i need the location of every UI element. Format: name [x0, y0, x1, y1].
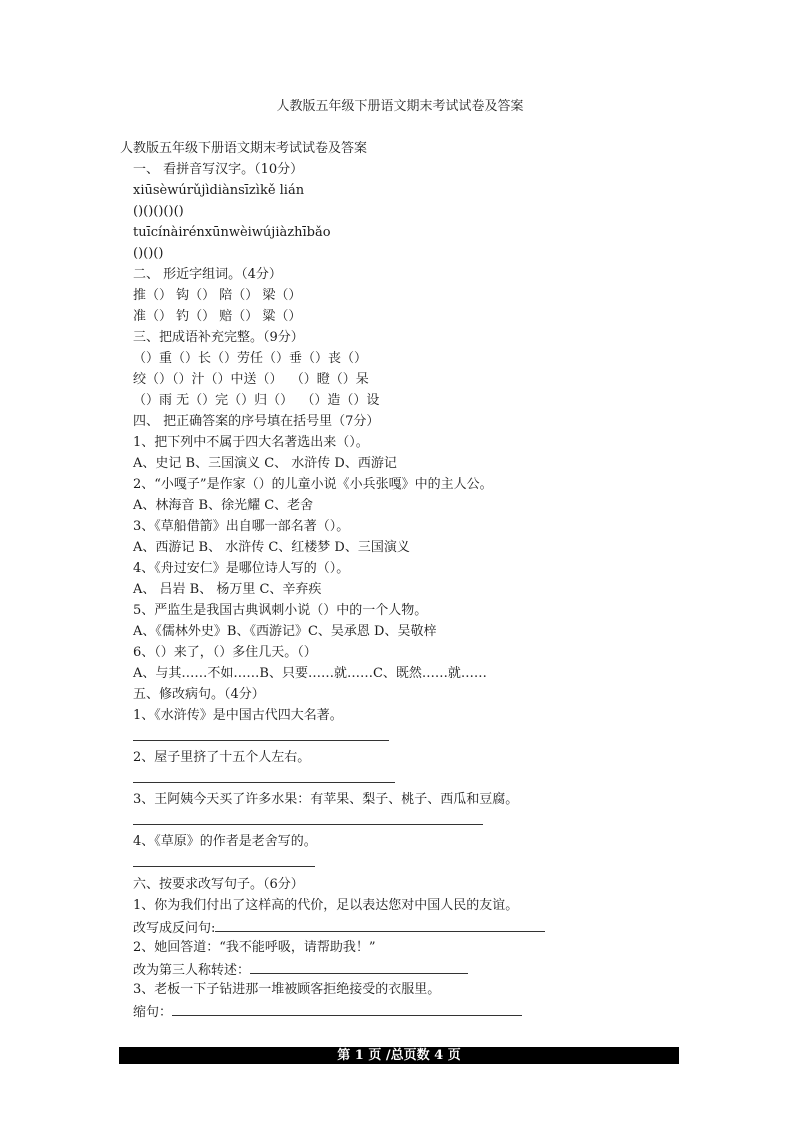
similar-chars-row-1: 推（） 钩（） 陪（） 梁（） [133, 288, 302, 303]
sentence-6-3: 3、老板一下子钻进那一堆被顾客拒绝接受的衣服里。 [133, 982, 441, 997]
options-4-1: A、史记 B、三国演义 C、 水浒传 D、西游记 [133, 456, 397, 471]
question-4-1: 1、把下列中不属于四大名著选出来（）。 [133, 435, 369, 450]
idiom-row-2: 绞（）（）汁（）中送（） （）瞪（）呆 [133, 372, 369, 387]
similar-chars-row-2: 准（） 钓（） 赔（） 粱（） [133, 309, 302, 324]
sentence-6-1: 1、你为我们付出了这样高的代价，足以表达您对中国人民的友谊。 [133, 898, 519, 913]
answer-brackets-1: ()()()()() [133, 204, 184, 219]
page-header-title: 人教版五年级下册语文期末考试试卷及答案 [276, 99, 524, 114]
sentence-5-2: 2、屋子里挤了十五个人左右。 [133, 750, 311, 765]
section-4-heading: 四、 把正确答案的序号填在括号里（7分） [133, 414, 380, 429]
options-4-3: A、西游记 B、 水浒传 C、红楼梦 D、三国演义 [133, 540, 410, 555]
idiom-row-3: （）雨 无（）完（）归（） （）造（）设 [133, 393, 380, 408]
sentence-5-1: 1、《水浒传》是中国古代四大名著。 [133, 708, 343, 723]
instruction-6-2: 改为第三人称转述： [133, 961, 468, 977]
answer-line-6-2[interactable] [250, 961, 468, 974]
pinyin-row-1: xiūsèwúrǔjìdiànsīzìkě lián [133, 183, 305, 198]
question-4-3: 3、《草船借箭》出自哪一部名著（）。 [133, 519, 350, 534]
page-number: 第 1 页 /总页数 4 页 [337, 1048, 461, 1063]
answer-line-5-2[interactable] [133, 782, 395, 783]
section-5-heading: 五、修改病句。（4分） [133, 687, 265, 702]
options-4-4: A、 吕岩 B、 杨万里 C、辛弃疾 [133, 582, 322, 597]
answer-line-5-3[interactable] [133, 824, 483, 825]
question-4-6: 6、（）来了，（）多住几天。（） [133, 645, 317, 660]
section-3-heading: 三、把成语补充完整。（9分） [133, 330, 304, 345]
answer-line-5-1[interactable] [133, 740, 389, 741]
options-4-6: A、与其……不如……B、只要……就……C、既然……就…… [133, 666, 487, 681]
answer-line-5-4[interactable] [133, 866, 315, 867]
options-4-5: A、《儒林外史》B、《西游记》C、吴承恩 D、吴敬梓 [133, 624, 437, 639]
section-1-heading: 一、 看拼音写汉字。（10分） [133, 162, 304, 177]
document-title: 人教版五年级下册语文期末考试试卷及答案 [120, 141, 368, 156]
pinyin-row-2: tuīcínàirénxūnwèiwújiàzhībǎo [133, 225, 331, 240]
question-4-2: 2、“小嘎子”是作家（）的儿童小说《小兵张嘎》中的主人公。 [133, 477, 493, 492]
sentence-5-4: 4、《草原》的作者是老舍写的。 [133, 834, 317, 849]
answer-line-6-3[interactable] [172, 1003, 522, 1016]
answer-brackets-2: ()()() [133, 246, 164, 261]
instruction-6-1: 改写成反问句: [133, 919, 545, 935]
section-2-heading: 二、 形近字组词。（4分） [133, 267, 282, 282]
instruction-6-3: 缩句： [133, 1003, 522, 1019]
page-footer [119, 1047, 679, 1064]
question-4-5: 5、严监生是我国古典讽刺小说（）中的一个人物。 [133, 603, 428, 618]
question-4-4: 4、《舟过安仁》是哪位诗人写的（）。 [133, 561, 350, 576]
idiom-row-1: （）重（）长（）劳任（）垂（）丧（） [133, 351, 368, 366]
sentence-6-2: 2、她回答道：“我不能呼吸，请帮助我！” [133, 940, 376, 955]
section-6-heading: 六、按要求改写句子。（6分） [133, 877, 304, 892]
answer-line-6-1[interactable] [215, 919, 545, 932]
sentence-5-3: 3、王阿姨今天买了许多水果：有苹果、梨子、桃子、西瓜和豆腐。 [133, 792, 519, 807]
options-4-2: A、林海音 B、徐光耀 C、老舍 [133, 498, 314, 513]
